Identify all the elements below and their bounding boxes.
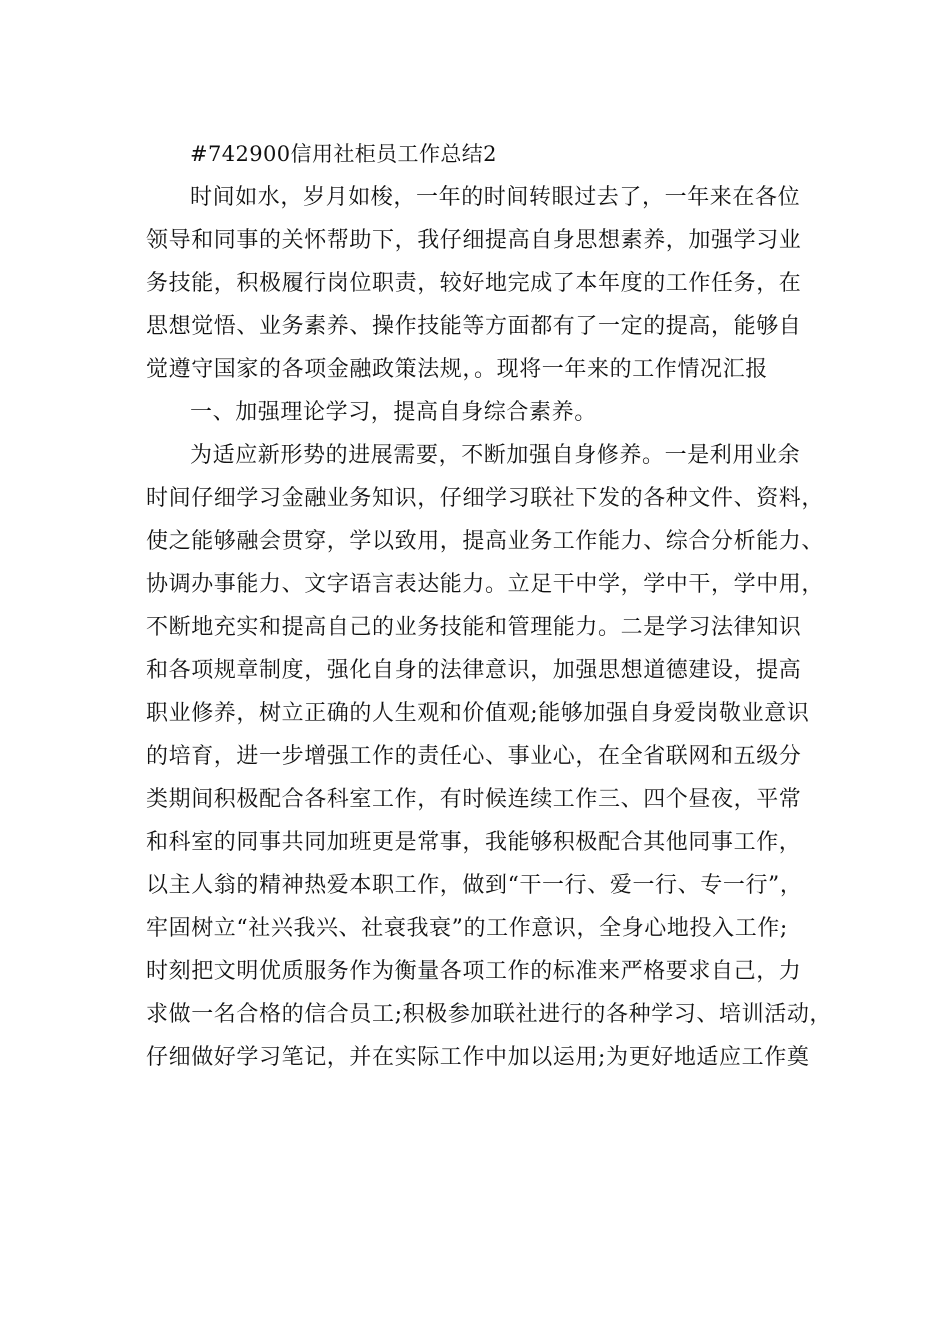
paragraph-line: 协调办事能力、文字语言表达能力。立足干中学，学中干，学中用， [146,572,825,597]
paragraph-line: 的培育，进一步增强工作的责任心、事业心，在全省联网和五级分 [146,744,802,769]
paragraph-line: 求做一名合格的信合员工;积极参加联社进行的各种学习、培训活动， [146,1002,833,1027]
paragraph-line: 为适应新形势的进展需要，不断加强自身修养。一是利用业余 [190,443,801,468]
paragraph-line: 领导和同事的关怀帮助下，我仔细提高自身思想素养，加强学习业 [146,228,802,253]
paragraph-line: 职业修养，树立正确的人生观和价值观;能够加强自身爱岗敬业意识 [146,701,810,726]
paragraph-line: 思想觉悟、业务素养、操作技能等方面都有了一定的提高，能够自 [146,314,802,339]
paragraph-line: 和科室的同事共同加班更是常事，我能够积极配合其他同事工作， [146,830,802,855]
paragraph-line: 不断地充实和提高自己的业务技能和管理能力。二是学习法律知识 [146,615,802,640]
section-heading-line: 一、加强理论学习，提高自身综合素养。 [190,400,597,425]
paragraph-line: 时间仔细学习金融业务知识，仔细学习联社下发的各种文件、资料， [146,486,825,511]
paragraph-intro [146,176,810,391]
document-body [146,133,833,1079]
paragraph-line: 时刻把文明优质服务作为衡量各项工作的标准来严格要求自己，力 [146,959,802,984]
document-title: #742900信用社柜员工作总结2 [190,142,497,166]
section-heading [146,391,810,434]
paragraph-line: 和各项规章制度，强化自身的法律意识，加强思想道德建设，提高 [146,658,802,683]
paragraph-line: 时间如水，岁月如梭，一年的时间转眼过去了，一年来在各位 [190,185,801,210]
paragraph-line: 使之能够融会贯穿，学以致用，提高业务工作能力、综合分析能力、 [146,529,825,554]
paragraph-line: 以主人翁的精神热爱本职工作，做到“干一行、爱一行、专一行”， [146,873,803,898]
paragraph-body [146,434,833,1079]
paragraph-line: 觉遵守国家的各项金融政策法规，。现将一年来的工作情况汇报 [146,357,768,382]
paragraph-line: 务技能，积极履行岗位职责，较好地完成了本年度的工作任务，在 [146,271,802,296]
paragraph-line: 类期间积极配合各科室工作，有时候连续工作三、四个昼夜，平常 [146,787,802,812]
paragraph-line: 牢固树立“社兴我兴、社衰我衰”的工作意识，全身心地投入工作; [146,916,788,941]
paragraph-line: 仔细做好学习笔记，并在实际工作中加以运用;为更好地适应工作奠 [146,1045,810,1070]
